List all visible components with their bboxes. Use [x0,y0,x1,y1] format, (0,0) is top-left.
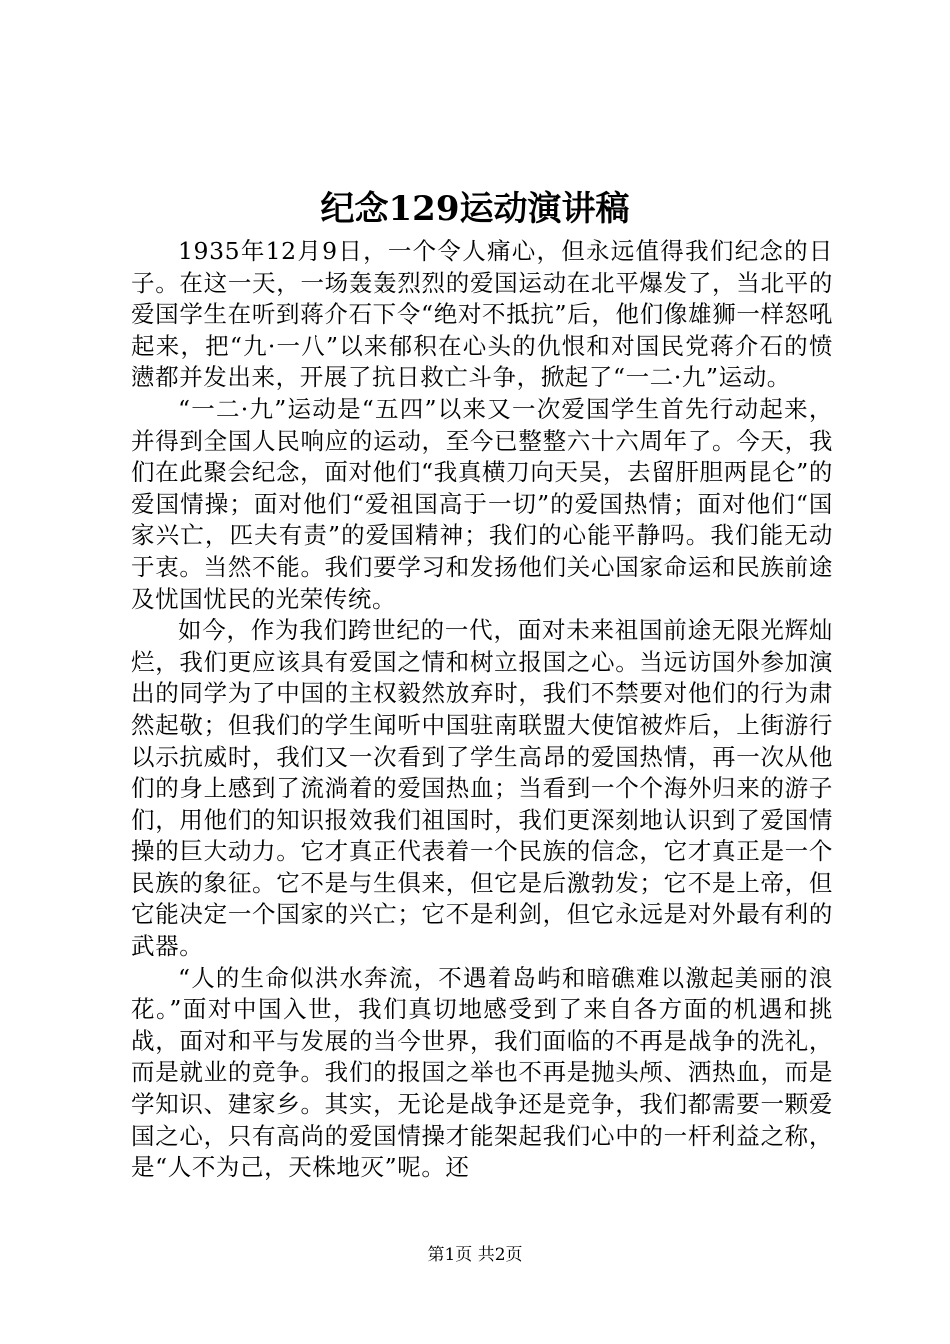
paragraph-3: 如今，作为我们跨世纪的一代，面对未来祖国前途无限光辉灿烂，我们更应该具有爱国之情和树立报国之心。当远访国外参加演出的同学为了中国的主权毅然放弃时，我们不禁要对他们的行为肃然起敬；但我们的学生闻听中国驻南联盟大使馆被炸后，上街游行以示抗威时，我们又一次看到了学生高昂的爱国热情，再一次从他们的身上感到了流淌着的爱国热血；当看到一个个海外归来的游子们，用他们的知识报效我们祖国时，我们更深刻地认识到了爱国情操的巨大动力。它才真正代表着一个民族的信念，它才真正是一个民族的象征。它不是与生俱来，但它是后激勃发；它不是上帝，但它能决定一个国家的兴亡；它不是利剑，但它永远是对外最有利的武器。 [131,616,833,961]
paragraph-4: “人的生命似洪水奔流，不遇着岛屿和暗礁难以激起美丽的浪花。”面对中国入世，我们真切地感受到了来自各方面的机遇和挑战，面对和平与发展的当今世界，我们面临的不再是战争的洗礼，而是就业的竞争。我们的报国之举也不再是抛头颅、洒热血，而是学知识、建家乡。其实，无论是战争还是竞争，我们都需要一颗爱国之心，只有高尚的爱国情操才能架起我们心中的一杆利益之称，是“人不为己，天株地灭”呢。还 [131,963,833,1182]
page-footer: 第1页 共2页 [427,1245,523,1265]
paragraph-2: “一二·九”运动是“五四”以来又一次爱国学生首先行动起来，并得到全国人民响应的运动，至今已整整六十六周年了。今天，我们在此聚会纪念，面对他们“我真横刀向天吴，去留肝胆两昆仑”的爱国情操；面对他们“爱祖国高于一切”的爱国热情；面对他们“国家兴亡，匹夫有责”的爱国精神；我们的心能平静吗。我们能无动于衷。当然不能。我们要学习和发扬他们关心国家命运和民族前途及忧国忧民的光荣传统。 [131,394,833,613]
document-title: 纪念129运动演讲稿 [320,189,630,229]
paragraph-1: 1935年12月9日，一个令人痛心，但永远值得我们纪念的日子。在这一天，一场轰轰烈烈的爱国运动在北平爆发了，当北平的爱国学生在听到蒋介石下令“绝对不抵抗”后，他们像雄狮一样怒吼起来，把“九·一八”以来郁积在心头的仇恨和对国民党蒋介石的愤懑都并发出来，开展了抗日救亡斗争，掀起了“一二·九”运动。 [131,237,833,392]
document-body [131,236,833,1184]
